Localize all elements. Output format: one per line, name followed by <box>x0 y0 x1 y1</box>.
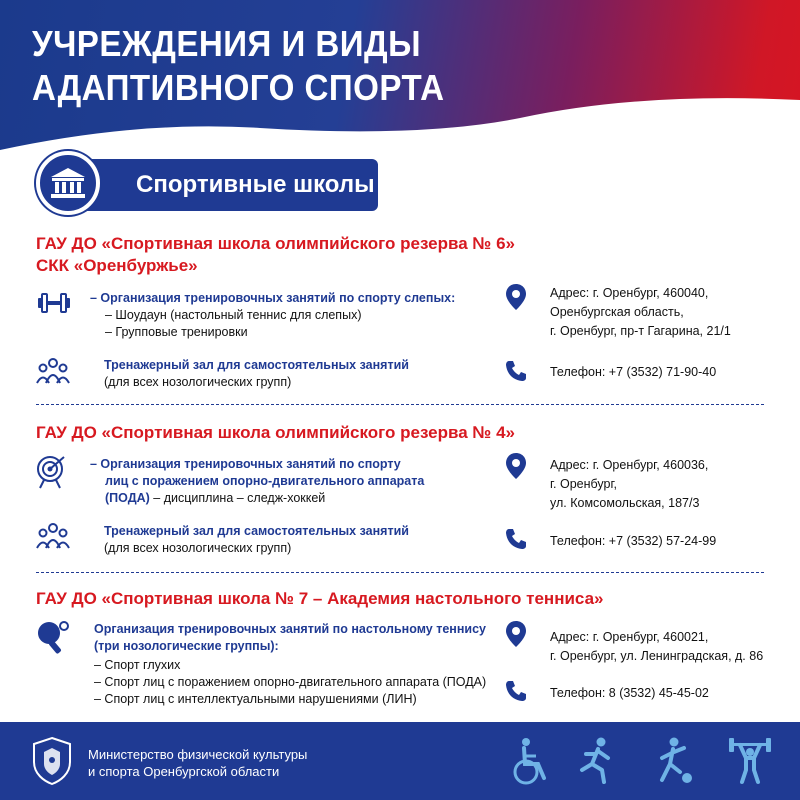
org-1-activity-title: – Организация тренировочных занятий по спорту слепых: <box>90 291 456 305</box>
address-line: г. Оренбург, <box>550 477 617 491</box>
title-line-2: АДАПТИВНОГО СПОРТА <box>32 67 445 108</box>
org-2-activity-poda: (ПОДА) <box>105 491 150 505</box>
ministry-line-2: и спорта Оренбургской области <box>88 764 280 779</box>
ministry-line-1: Министерство физической культуры <box>88 747 308 762</box>
list-item: – Спорт лиц с интеллектуальными нарушениями (ЛИН) <box>94 692 417 706</box>
group-icon <box>36 357 70 390</box>
org-2-title-line-1: ГАУ ДО «Спортивная школа олимпийского резерва № 4» <box>36 423 516 442</box>
org-1-title <box>36 233 515 277</box>
org-2-activity-line-2: лиц с поражением опорно-двигательного аппарата <box>105 474 425 488</box>
section-label: Спортивные школы <box>80 159 378 211</box>
org-1-title-line-2: СКК «Оренбуржье» <box>36 256 198 275</box>
org-3-address <box>550 628 763 666</box>
institution-icon <box>36 151 100 215</box>
org-2-phone: Телефон: +7 (3532) 57-24-99 <box>550 534 717 548</box>
footer <box>0 722 800 800</box>
org-2-gym-title: Тренажерный зал для самостоятельных занятий <box>104 524 409 538</box>
org-1-gym-title: Тренажерный зал для самостоятельных занятий <box>104 358 409 372</box>
coat-of-arms-icon <box>30 736 74 791</box>
org-2-gym <box>104 523 409 557</box>
runner-icon <box>574 736 618 791</box>
org-3-title-line-1: ГАУ ДО «Спортивная школа № 7 – Академия настольного тенниса» <box>36 589 604 608</box>
address-line: г. Оренбург, пр-т Гагарина, 21/1 <box>550 324 731 338</box>
address-line: Адрес: г. Оренбург, 460036, <box>550 458 709 472</box>
list-item: – Спорт глухих <box>94 658 181 672</box>
org-1-gym-note: (для всех нозологических групп) <box>104 375 292 389</box>
divider <box>36 404 764 405</box>
address-line: Адрес: г. Оренбург, 460040, <box>550 286 709 300</box>
location-pin-icon <box>505 283 527 316</box>
ministry-name <box>88 746 307 780</box>
list-item: – Шоудаун (настольный теннис для слепых) <box>105 308 362 322</box>
org-3-phone: Телефон: 8 (3532) 45-45-02 <box>550 686 709 700</box>
football-player-icon <box>654 736 698 791</box>
group-icon <box>36 522 70 555</box>
wheelchair-icon <box>508 736 552 791</box>
address-line: Адрес: г. Оренбург, 460021, <box>550 630 709 644</box>
org-3-title <box>36 588 603 610</box>
dumbbell-icon <box>36 290 72 321</box>
org-2-activity-line-1: – Организация тренировочных занятий по спорту <box>90 457 401 471</box>
org-1-title-line-1: ГАУ ДО «Спортивная школа олимпийского резерва № 6» <box>36 234 516 253</box>
org-1-address <box>550 284 731 341</box>
address-line: ул. Комсомольская, 187/3 <box>550 496 700 510</box>
table-tennis-icon <box>36 620 70 661</box>
section-badge <box>36 155 378 211</box>
org-1-activity <box>90 290 455 341</box>
org-1-phone: Телефон: +7 (3532) 71-90-40 <box>550 365 717 379</box>
address-line: г. Оренбург, ул. Ленинградская, д. 86 <box>550 649 764 663</box>
org-2-gym-note: (для всех нозологических групп) <box>104 541 292 555</box>
title-line-1: УЧРЕЖДЕНИЯ И ВИДЫ <box>32 23 421 64</box>
target-icon <box>36 455 68 494</box>
org-1-gym <box>104 357 409 391</box>
location-pin-icon <box>505 620 527 653</box>
divider <box>36 572 764 573</box>
org-2-title <box>36 422 515 444</box>
address-line: Оренбургская область, <box>550 305 684 319</box>
location-pin-icon <box>505 452 527 485</box>
org-2-activity <box>90 456 424 507</box>
phone-icon <box>505 360 527 387</box>
list-item: – Спорт лиц с поражением опорно-двигательного аппарата (ПОДА) <box>94 675 487 689</box>
org-2-activity-discipline: – дисциплина – следж-хоккей <box>149 491 326 505</box>
org-2-address <box>550 456 708 513</box>
org-3-activity-title-1: Организация тренировочных занятий по настольному теннису <box>94 622 486 636</box>
weightlifter-icon <box>728 736 772 791</box>
list-item: – Групповые тренировки <box>105 325 248 339</box>
phone-icon <box>505 528 527 555</box>
org-3-activity-title-2: (три нозологические группы): <box>94 639 279 653</box>
org-3-activity <box>94 621 486 708</box>
phone-icon <box>505 680 527 707</box>
